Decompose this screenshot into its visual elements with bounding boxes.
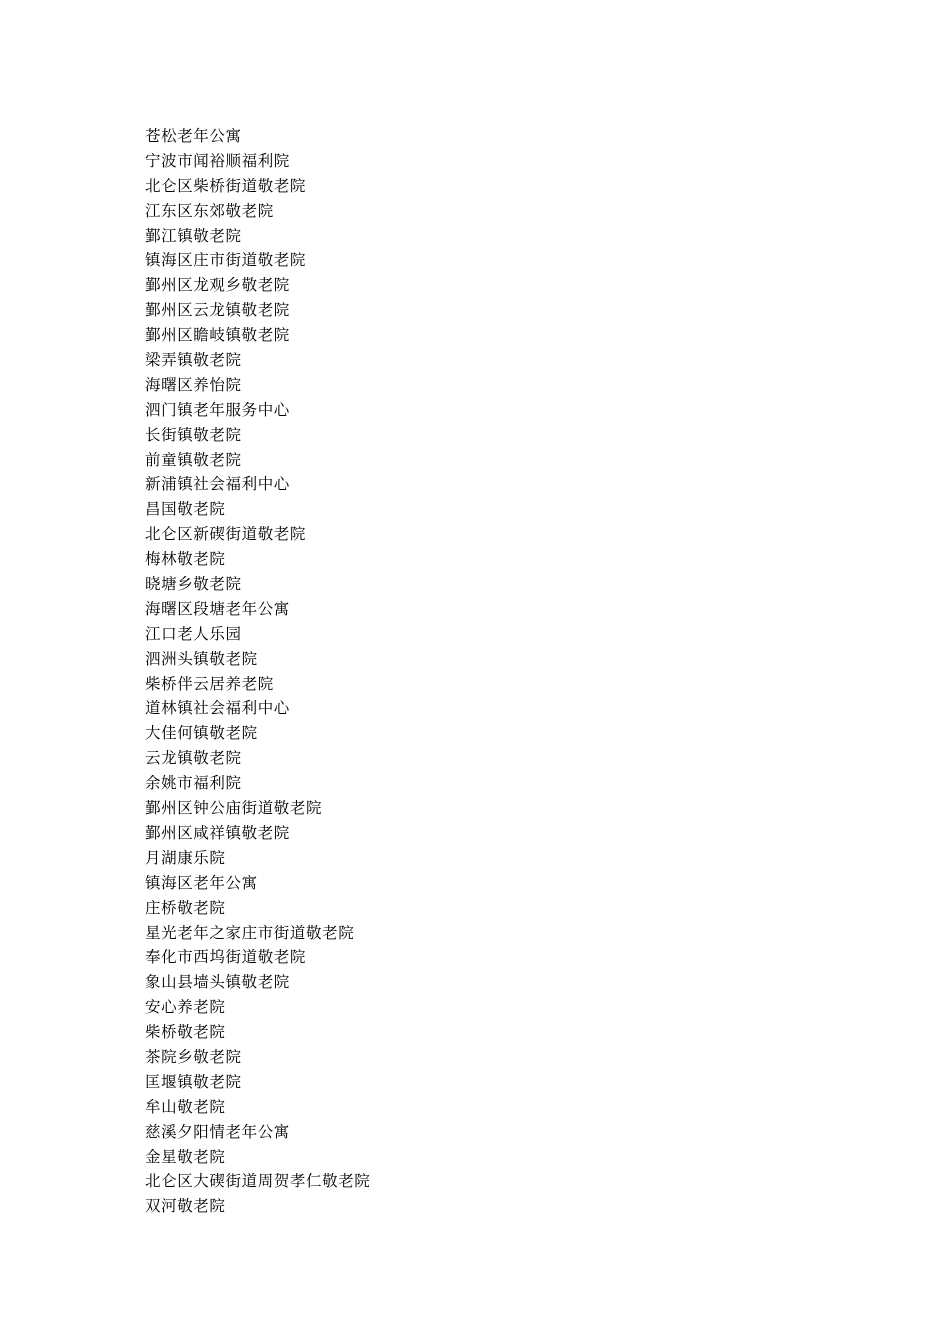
list-item: 鄞州区龙观乡敬老院 [145, 276, 290, 295]
list-item: 月湖康乐院 [145, 848, 226, 867]
list-item: 镇海区老年公寓 [145, 873, 258, 892]
list-item: 茶院乡敬老院 [145, 1047, 242, 1066]
list-item: 长街镇敬老院 [145, 425, 242, 444]
list-item: 海曙区养怡院 [145, 375, 242, 394]
list-item: 象山县墙头镇敬老院 [145, 973, 290, 992]
list-item: 柴桥敬老院 [145, 1023, 226, 1042]
list-item: 鄞州区咸祥镇敬老院 [145, 823, 290, 842]
list-item: 鄞州区瞻岐镇敬老院 [145, 326, 290, 345]
list-item: 北仑区新碶街道敬老院 [145, 525, 307, 544]
list-item: 双河敬老院 [145, 1197, 226, 1216]
list-item: 苍松老年公寓 [145, 127, 242, 145]
list-item: 大佳何镇敬老院 [145, 724, 258, 743]
list-item: 金星敬老院 [145, 1147, 226, 1166]
list-item: 宁波市闻裕顺福利院 [145, 151, 290, 170]
list-item: 江口老人乐园 [145, 624, 242, 643]
list-item: 新浦镇社会福利中心 [145, 475, 290, 494]
list-item: 道林镇社会福利中心 [145, 699, 290, 718]
list-item: 泗门镇老年服务中心 [145, 400, 290, 419]
list-item: 梅林敬老院 [145, 550, 226, 569]
list-item: 鄞州区钟公庙街道敬老院 [145, 799, 323, 818]
list-item: 北仑区大碶街道周贺孝仁敬老院 [145, 1172, 371, 1191]
list-item: 慈溪夕阳情老年公寓 [145, 1122, 290, 1141]
list-item: 云龙镇敬老院 [145, 749, 242, 768]
list-item: 奉化市西坞街道敬老院 [145, 948, 307, 967]
list-item: 梁弄镇敬老院 [145, 351, 242, 370]
list-item: 庄桥敬老院 [145, 898, 226, 917]
list-item: 安心养老院 [145, 998, 226, 1017]
list-item: 余姚市福利院 [145, 774, 242, 793]
list-item: 镇海区庄市街道敬老院 [145, 251, 307, 270]
list-item: 柴桥伴云居养老院 [145, 674, 274, 693]
list-item: 泗洲头镇敬老院 [145, 649, 258, 668]
list-item: 北仑区柴桥街道敬老院 [145, 176, 307, 195]
list-item: 前童镇敬老院 [145, 450, 242, 469]
nursing-home-list [145, 124, 370, 1219]
list-item: 鄞江镇敬老院 [145, 226, 242, 245]
list-item: 匡堰镇敬老院 [145, 1072, 242, 1091]
list-item: 江东区东郊敬老院 [145, 201, 274, 220]
list-item: 鄞州区云龙镇敬老院 [145, 301, 290, 320]
list-item: 星光老年之家庄市街道敬老院 [145, 923, 355, 942]
list-item: 海曙区段塘老年公寓 [145, 599, 290, 618]
list-item: 牟山敬老院 [145, 1097, 226, 1116]
list-item: 晓塘乡敬老院 [145, 575, 242, 594]
list-item: 昌国敬老院 [145, 500, 226, 519]
